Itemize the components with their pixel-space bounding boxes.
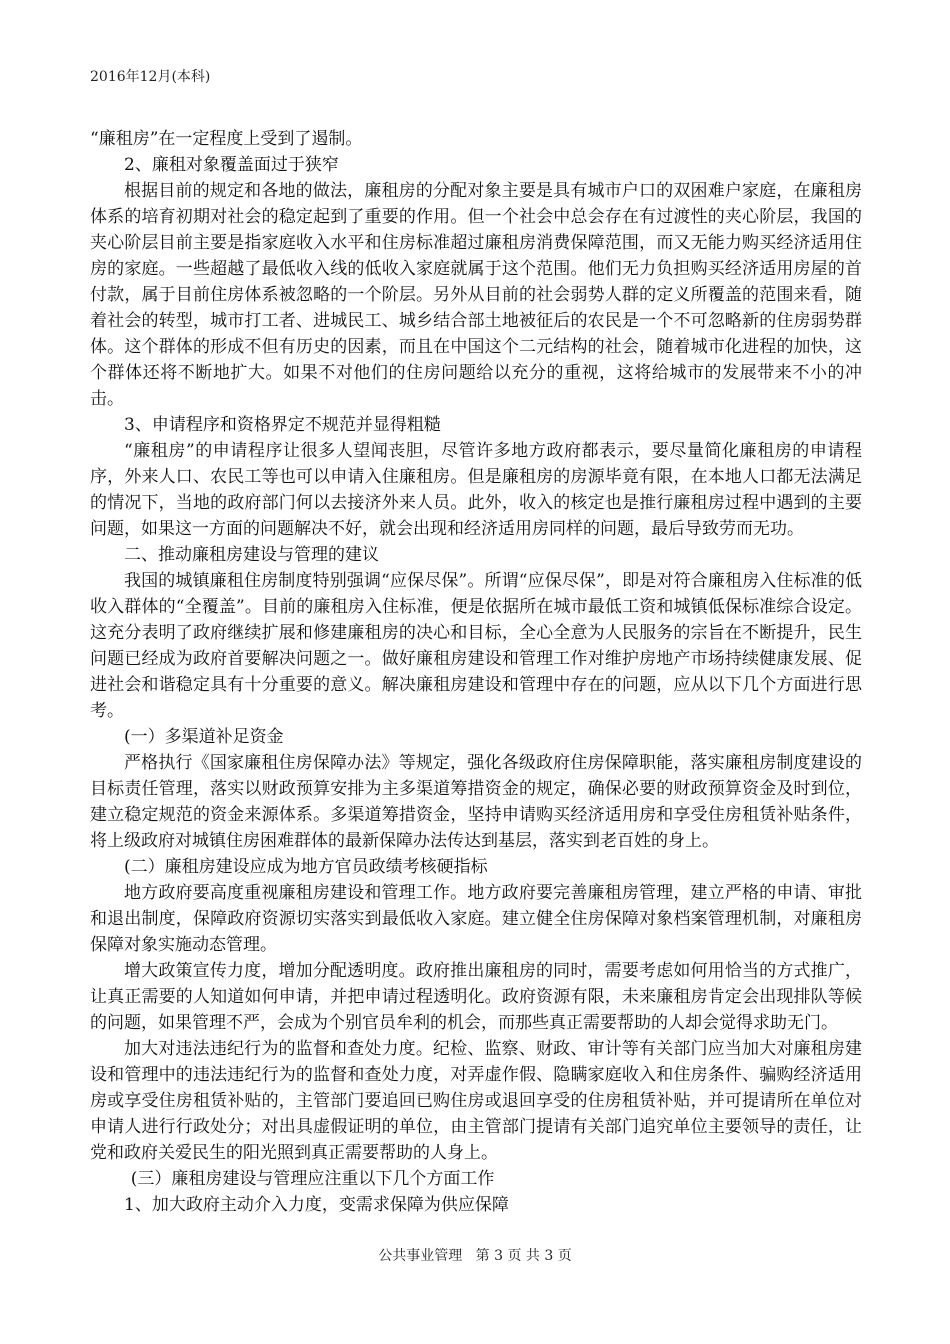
- paragraph: 严格执行《国家廉租住房保障办法》等规定，强化各级政府住房保障职能，落实廉租房制度建设的目标责任管理，落实以财政预算安排为主多渠道筹措资金的规定，确保必要的财政预算资金及时到位，建立稳定规范的资金来源体系。多渠道筹措资金，坚持申请购买经济适用房和享受住房租赁补贴条件，将上级政府对城镇住房困难群体的最新保障办法传达到基层，落实到老百姓的身上。: [90, 753, 862, 851]
- paragraph: 地方政府要高度重视廉租房建设和管理工作。地方政府要完善廉租房管理，建立严格的申请、审批和退出制度，保障政府资源切实落实到最低收入家庭。建立健全住房保障对象档案管理机制，对廉租房保障对象实施动态管理。: [90, 883, 862, 955]
- page-header: 2016年12月(本科): [90, 69, 211, 85]
- section-heading: 2、廉租对象覆盖面过于狭窄: [124, 155, 339, 175]
- paragraph: 我国的城镇廉租住房制度特别强调“应保尽保”。所谓“应保尽保”，即是对符合廉租房入住标准的低收入群体的“全覆盖”。目前的廉租房入住标准，便是依据所在城市最低工资和城镇低保标准综合设定。这充分表明了政府继续扩展和修建廉租房的决心和目标，全心全意为人民服务的宗旨在不断提升，民生问题已经成为政府首要解决问题之一。做好廉租房建设和管理工作对维护房地产市场持续健康发展、促进社会和谐稳定具有十分重要的意义。解决廉租房建设和管理中存在的问题，应从以下几个方面进行思考。: [90, 571, 862, 721]
- paragraph: “廉租房”的申请程序让很多人望闻丧胆，尽管许多地方政府都表示，要尽量简化廉租房的申请程序，外来人口、农民工等也可以申请入住廉租房。但是廉租房的房源毕竟有限，在本地人口都无法满足的情况下，当地的政府部门何以去接济外来人员。此外，收入的核定也是推行廉租房过程中遇到的主要问题，如果这一方面的问题解决不好，就会出现和经济适用房同样的问题，最后导致劳而无功。: [90, 441, 862, 539]
- paragraph: 根据目前的规定和各地的做法，廉租房的分配对象主要是具有城市户口的双困难户家庭，在廉租房体系的培育初期对社会的稳定起到了重要的作用。但一个社会中总会存在有过渡性的夹心阶层，我国的夹心阶层目前主要是指家庭收入水平和住房标准超过廉租房消费保障范围，而又无能力购买经济适用住房的家庭。一些超越了最低收入线的低收入家庭就属于这个范围。他们无力负担购买经济适用房屋的首付款，属于目前住房体系被忽略的一个阶层。另外从目前的社会弱势人群的定义所覆盖的范围来看，随着社会的转型，城市打工者、进城民工、城乡结合部土地被征后的农民是一个不可忽略新的住房弱势群体。这个群体的形成不但有历史的因素，而且在中国这个二元结构的社会，随着城市化进程的加快，这个群体还将不断地扩大。如果不对他们的住房问题给以充分的重视，这将给城市的发展带来不小的冲击。: [90, 181, 862, 409]
- section-heading: 1、加大政府主动介入力度，变需求保障为供应保障: [124, 1195, 509, 1215]
- page-footer: 公共事业管理 第 3 页 共 3 页: [378, 1248, 572, 1264]
- section-heading: (三）廉租房建设与管理应注重以下几个方面工作: [130, 1169, 495, 1189]
- paragraph: 增大政策宣传力度，增加分配透明度。政府推出廉租房的同时，需要考虑如何用恰当的方式推广，让真正需要的人知道如何申请，并把申请过程透明化。政府资源有限，未来廉租房肯定会出现排队等候的问题，如果管理不严，会成为个别官员牟利的机会，而那些真正需要帮助的人却会觉得求助无门。: [90, 961, 862, 1033]
- document-body: [90, 126, 862, 1218]
- paragraph: “廉租房”在一定程度上受到了遏制。: [90, 129, 363, 149]
- section-heading: (一）多渠道补足资金: [124, 727, 284, 747]
- section-heading: (二）廉租房建设应成为地方官员政绩考核硬指标: [124, 857, 488, 877]
- section-heading: 二、推动廉租房建设与管理的建议: [124, 545, 379, 565]
- paragraph: 加大对违法违纪行为的监督和查处力度。纪检、监察、财政、审计等有关部门应当加大对廉租房建设和管理中的违法违纪行为的监督和查处力度，对弄虚作假、隐瞒家庭收入和住房条件、骗购经济适用房或享受住房租赁补贴的，主管部门要追回已购住房或退回享受的住房租赁补贴，并可提请所在单位对申请人进行行政处分；对出具虚假证明的单位，由主管部门提请有关部门追究单位主要领导的责任，让党和政府关爱民生的阳光照到真正需要帮助的人身上。: [90, 1039, 862, 1163]
- section-heading: 3、申请程序和资格界定不规范并显得粗糙: [124, 415, 441, 435]
